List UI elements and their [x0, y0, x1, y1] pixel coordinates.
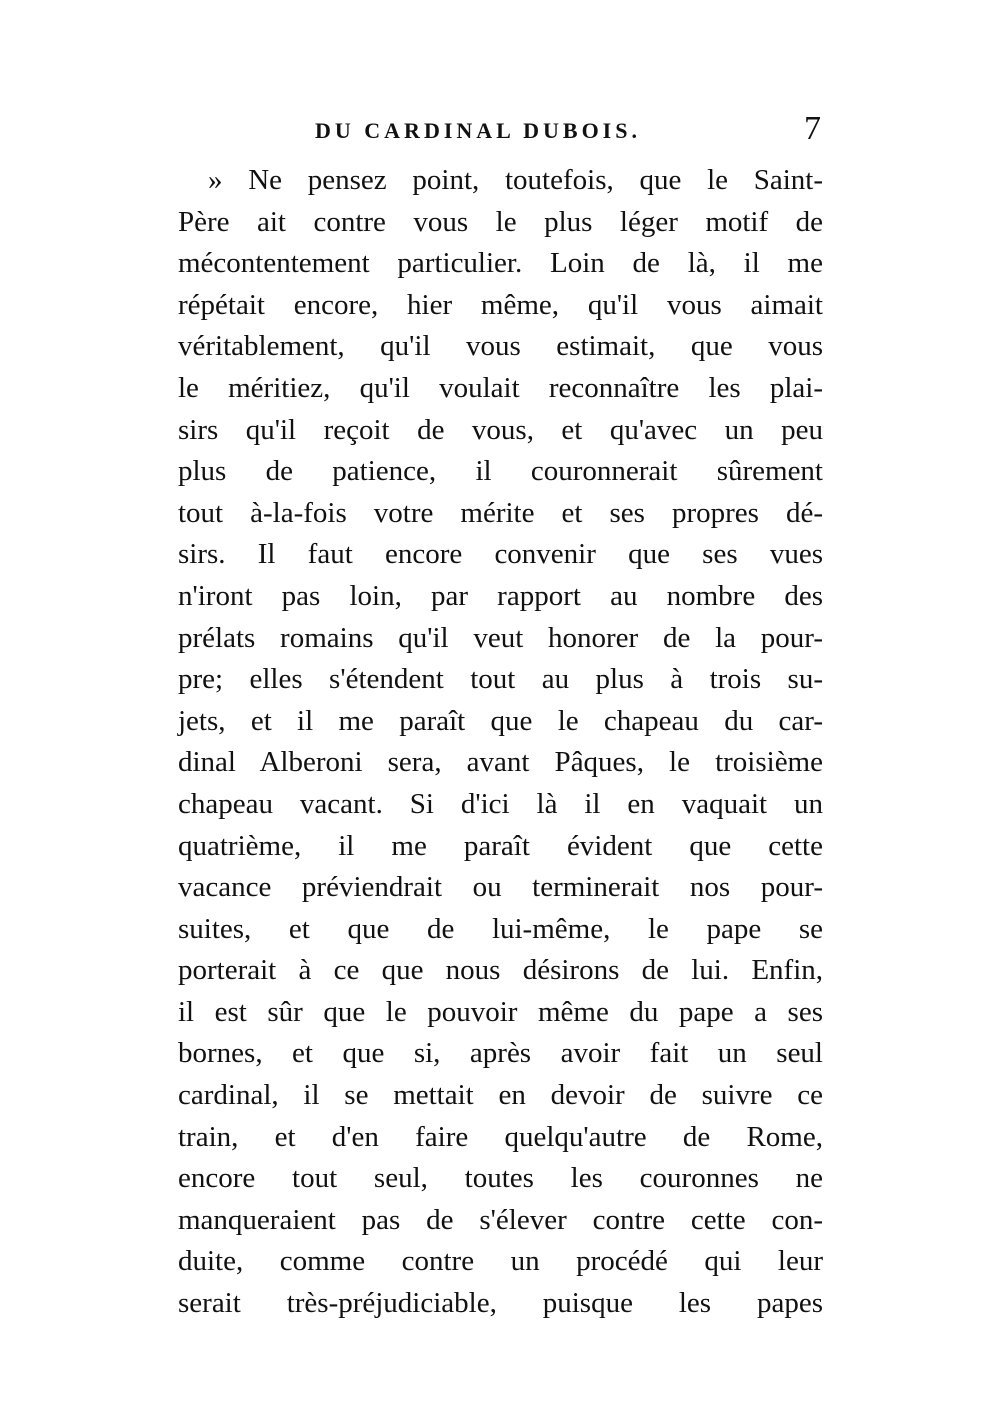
text-line: bornes, et que si, après avoir fait un seul	[178, 1037, 823, 1070]
text-line: tout à-la-fois votre mérite et ses propres dé-	[178, 496, 823, 529]
text-line: mécontentement particulier. Loin de là, il me	[178, 247, 823, 280]
text-line: le méritiez, qu'il voulait reconnaître les plai-	[178, 371, 823, 404]
text-line: quatrième, il me paraît évident que cette	[178, 829, 823, 862]
text-line: prélats romains qu'il veut honorer de la pour-	[178, 621, 823, 654]
text-line: il est sûr que le pouvoir même du pape a ses	[178, 995, 823, 1028]
text-line: cardinal, il se mettait en devoir de suivre ce	[178, 1079, 823, 1112]
text-line: duite, comme contre un procédé qui leur	[178, 1245, 823, 1278]
text-line: jets, et il me paraît que le chapeau du car-	[178, 704, 823, 737]
text-line: » Ne pensez point, toutefois, que le Saint-	[208, 164, 823, 196]
text-line: répétait encore, hier même, qu'il vous aimait	[178, 288, 823, 321]
text-line: sirs qu'il reçoit de vous, et qu'avec un peu	[178, 413, 823, 446]
running-head: DU CARDINAL DUBOIS.	[315, 118, 641, 143]
page-number: 7	[804, 110, 821, 147]
text-line: Père ait contre vous le plus léger motif de	[178, 205, 823, 238]
text-line: dinal Alberoni sera, avant Pâques, le troisième	[178, 746, 823, 779]
text-line: n'iront pas loin, par rapport au nombre des	[178, 579, 823, 612]
body-text	[178, 160, 823, 1325]
text-line: train, et d'en faire quelqu'autre de Rome,	[178, 1120, 823, 1153]
text-line: porterait à ce que nous désirons de lui. Enfin,	[178, 954, 823, 987]
text-line: manqueraient pas de s'élever contre cette con-	[178, 1203, 823, 1236]
text-line: suites, et que de lui-même, le pape se	[178, 912, 823, 945]
text-line: serait très-préjudiciable, puisque les papes	[178, 1287, 823, 1320]
text-line: encore tout seul, toutes les couronnes ne	[178, 1162, 823, 1195]
text-line: pre; elles s'étendent tout au plus à trois su-	[178, 663, 823, 696]
text-line: chapeau vacant. Si d'ici là il en vaquait un	[178, 787, 823, 820]
text-line: sirs. Il faut encore convenir que ses vues	[178, 538, 823, 571]
text-line: vacance préviendrait ou terminerait nos pour-	[178, 871, 823, 904]
text-line: plus de patience, il couronnerait sûrement	[178, 455, 823, 488]
text-line: véritablement, qu'il vous estimait, que vous	[178, 330, 823, 363]
